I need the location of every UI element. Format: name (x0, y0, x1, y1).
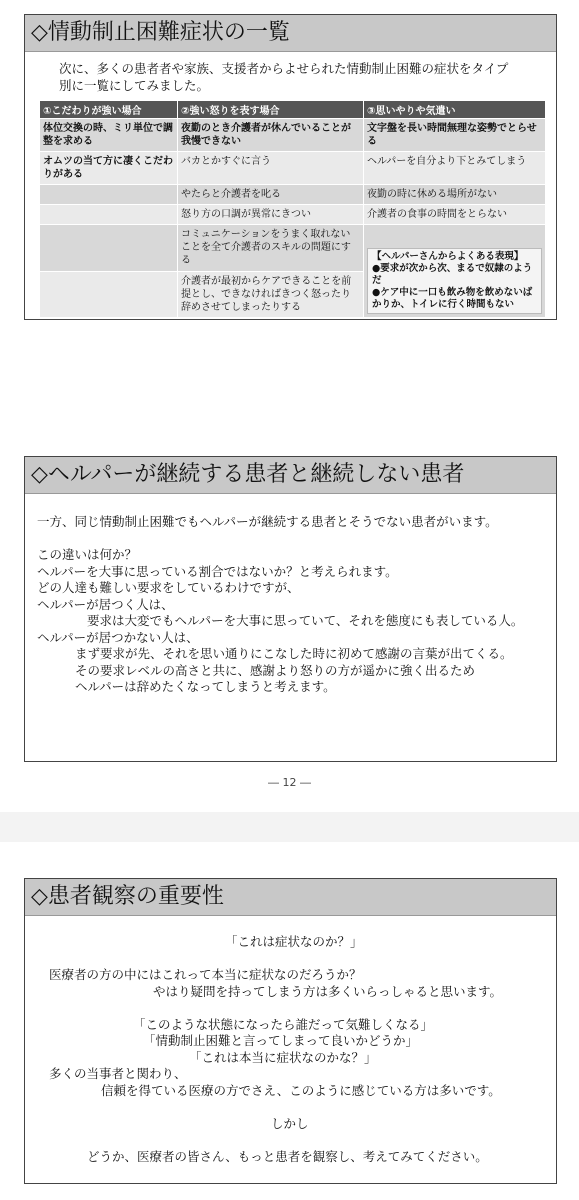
body-line: 「このような状態になったら誰だって気難しくなる」 (133, 1016, 434, 1032)
body-line: どの人達も難しい要求をしているわけですが、 (37, 580, 300, 595)
body-line: 「これは本当に症状なのかな？」 (189, 1049, 377, 1065)
body-line: 医療者の方の中にはこれって本当に症状なのだろうか？ (49, 967, 362, 982)
body-line (25, 1000, 556, 1017)
table-cell: 夜勤のとき介護者が休んでいることが我慢できない (178, 119, 364, 152)
table-cell (364, 225, 546, 318)
table-cell (40, 185, 178, 205)
body-line: 信頼を得ている医療の方でさえ、このように感じている方は多いです。 (101, 1082, 501, 1098)
body-line: 一方、同じ情動制止困難でもヘルパーが継続する患者とそうでない患者がいます。 (37, 514, 498, 529)
page-separator (0, 812, 579, 842)
table-row (40, 185, 546, 205)
table-row (40, 205, 546, 225)
body-line: まず要求が先、それを思い通りにこなした時に初めて感謝の言葉が出てくる。 (75, 646, 513, 661)
table-row (40, 225, 546, 272)
body-line: ヘルパーは辞めたくなってしまうと考えます。 (75, 679, 336, 694)
slide-body (25, 916, 556, 1165)
table-header-row (40, 101, 546, 119)
column-header: ③思いやりや気遣い (364, 101, 546, 119)
table-row (40, 152, 546, 185)
intro-line: 次に、多くの患者者や家族、支援者からよせられた情動制止困難の症状をタイプ (59, 61, 509, 76)
body-line: 多くの当事者と関わり、 (49, 1066, 187, 1081)
table-cell: ヘルパーを自分より下とみてしまう (364, 152, 546, 185)
table-cell (40, 271, 178, 318)
slide-title: ◇患者観察の重要性 (25, 879, 556, 916)
helper-expression-callout (367, 248, 542, 314)
slide-title: ◇ヘルパーが継続する患者と継続しない患者 (25, 457, 556, 494)
body-line: この違いは何か？ (37, 547, 138, 562)
intro-text (25, 52, 556, 94)
body-line (25, 951, 556, 968)
body-line: 「これは症状なのか？」 (225, 934, 363, 949)
body-line: やはり疑問を持ってしまう方は多くいらっしゃると思います。 (153, 983, 503, 999)
intro-line: 別に一覧にしてみました。 (59, 78, 210, 93)
slide-title: ◇情動制止困難症状の一覧 (25, 15, 556, 52)
table-cell: やたらと介護者を叱る (178, 185, 364, 205)
table-cell (40, 225, 178, 272)
body-line: しかし (271, 1115, 309, 1131)
table-cell: バカとかすぐに言う (178, 152, 364, 185)
symptom-table (39, 100, 546, 318)
body-line (37, 531, 556, 548)
body-line (25, 1132, 556, 1149)
column-header: ①こだわりが強い場合 (40, 101, 178, 119)
table-cell: 介護者の食事の時間をとらない (364, 205, 546, 225)
body-line: その要求レベルの高さと共に、感謝より怒りの方が遥かに強く出るため (75, 662, 476, 678)
body-line: どうか、医療者の皆さん、もっと患者を観察し、考えてみてください。 (87, 1148, 488, 1164)
slide-symptom-list (24, 14, 557, 320)
table-cell: 文字盤を長い時間無理な姿勢でとらせる (364, 119, 546, 152)
body-line: 「情動制止困難と言ってしまって良いかどうか」 (143, 1033, 419, 1048)
table-row (40, 119, 546, 152)
body-line: ヘルパーを大事に思っている割合ではないか？と考えられます。 (37, 563, 398, 579)
body-line (25, 1099, 556, 1116)
callout-item: ●要求が次から次、まるで奴隷のようだ (372, 263, 533, 286)
callout-item: ●ケア中に一口も飲み物を飲めないばかりか、トイレに行く時間もない (372, 287, 533, 310)
table-cell: コミュニケーションをうまく取れないことを全て介護者のスキルの問題にする (178, 225, 364, 272)
table-cell: 体位交換の時、ミリ単位で調整を求める (40, 119, 178, 152)
slide-patient-observation (24, 878, 557, 1184)
table-cell: 夜勤の時に休める場所がない (364, 185, 546, 205)
table-cell (40, 205, 178, 225)
table-cell: 介護者が最初からケアできることを前提とし、できなければきつく怒ったり辞めさせてしまったりする (178, 271, 364, 318)
slide-helper-continuation (24, 456, 557, 762)
table-cell: 怒り方の口調が異常にきつい (178, 205, 364, 225)
body-line: ヘルパーが居つかない人は、 (37, 629, 199, 645)
callout-title: 【ヘルパーさんからよくある表現】 (372, 251, 524, 262)
table-cell: オムツの当て方に凄くこだわりがある (40, 152, 178, 185)
column-header: ②強い怒りを表す場合 (178, 101, 364, 119)
body-line: ヘルパーが居つく人は、 (37, 596, 174, 612)
page-number: ― 12 ― (268, 776, 311, 789)
slide-body (25, 494, 556, 696)
body-line: 要求は大変でもヘルパーを大事に思っていて、それを態度にも表している人。 (87, 613, 524, 628)
